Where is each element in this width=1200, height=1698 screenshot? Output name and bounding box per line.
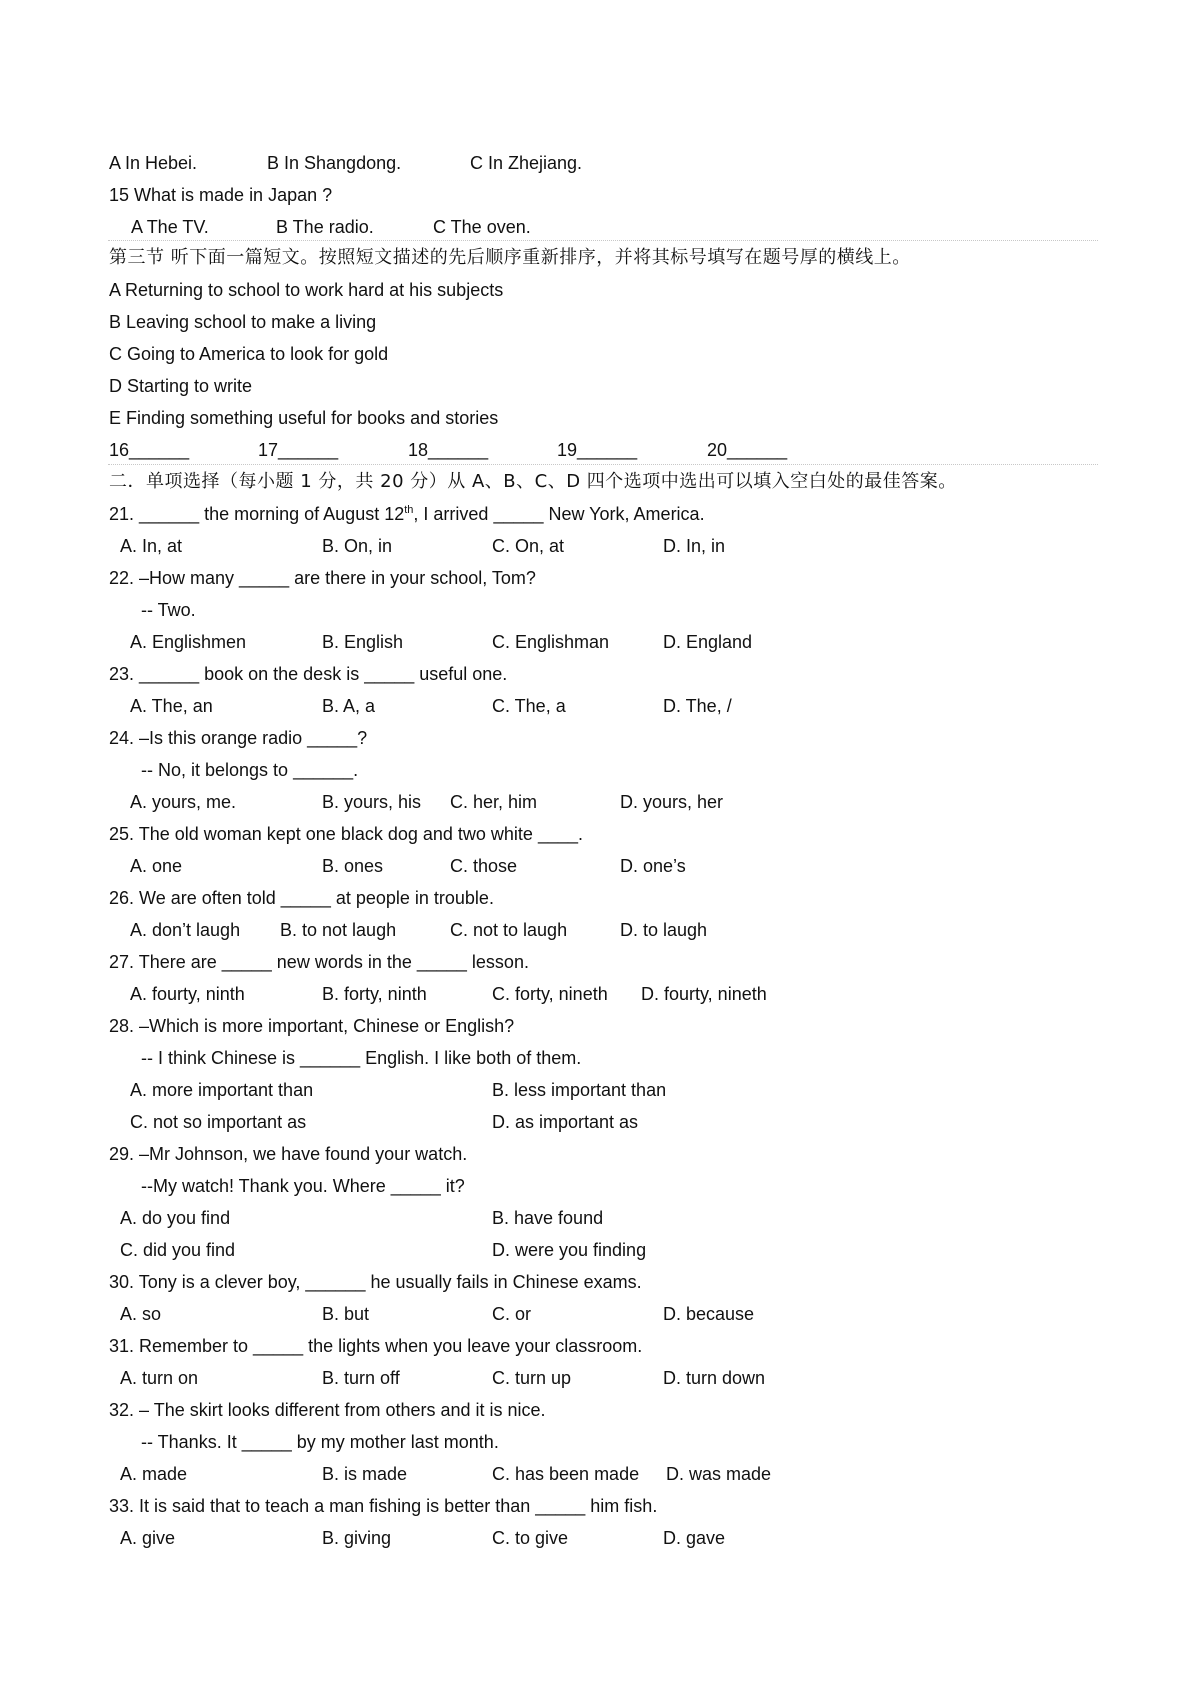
option-a: A. do you find (120, 1208, 231, 1228)
question-text: 23. ______ book on the desk is _____ useful one. (109, 664, 508, 684)
q22-stem (0, 562, 1200, 594)
answer-blank-19: 19______ (557, 440, 638, 460)
option-b: B. On, in (322, 536, 393, 556)
option-b: B. A, a (322, 696, 376, 716)
option-b: B. is made (322, 1464, 408, 1484)
section3-heading (0, 242, 1200, 274)
option-a: A. turn on (120, 1368, 199, 1388)
reply-text: -- Thanks. It _____ by my mother last month. (141, 1432, 499, 1452)
option-d: D. was made (666, 1464, 772, 1484)
section-divider (108, 464, 1098, 465)
option-d: D. fourty, nineth (641, 984, 767, 1004)
stem-part: , I arrived _____ New York, America. (413, 504, 705, 524)
reply-text: -- I think Chinese is ______ English. I like both of them. (141, 1048, 582, 1068)
option-b: B. but (322, 1304, 370, 1324)
option-a: A In Hebei. (109, 153, 198, 173)
option-a: A. don’t laugh (130, 920, 241, 940)
section3-item-d (0, 370, 1200, 402)
option-d: D. to laugh (620, 920, 708, 940)
q27-stem (0, 946, 1200, 978)
option-b: B. yours, his (322, 792, 422, 812)
section3-item-a (0, 274, 1200, 306)
option-d: D. one’s (620, 856, 686, 876)
option-c: C. The, a (492, 696, 566, 716)
option-d: D. England (663, 632, 753, 652)
q21-stem (0, 498, 1200, 530)
section3-item-e (0, 402, 1200, 434)
reply-text: -- Two. (141, 600, 196, 620)
option-c: C. forty, nineth (492, 984, 608, 1004)
q29-stem (0, 1138, 1200, 1170)
answer-blank-17: 17______ (258, 440, 339, 460)
option-c: C. On, at (492, 536, 565, 556)
item-text: A Returning to school to work hard at his subjects (109, 280, 504, 300)
option-c: C. or (492, 1304, 532, 1324)
option-a: A. Englishmen (130, 632, 247, 652)
option-c: C. those (450, 856, 518, 876)
question-text: 28. –Which is more important, Chinese or English? (109, 1016, 515, 1036)
option-d: D. were you finding (492, 1240, 647, 1260)
option-a: A. made (120, 1464, 188, 1484)
option-a: A. one (130, 856, 183, 876)
option-c: C. has been made (492, 1464, 640, 1484)
option-b: B. forty, ninth (322, 984, 427, 1004)
question-text: 32. – The skirt looks different from others and it is nice. (109, 1400, 546, 1420)
question-text: 15 What is made in Japan ? (109, 185, 333, 205)
option-c: C. did you find (120, 1240, 236, 1260)
option-d: D. because (663, 1304, 755, 1324)
option-d: D. turn down (663, 1368, 766, 1388)
q24-options (0, 786, 1200, 818)
option-b: B In Shangdong. (267, 153, 402, 173)
option-d: D. yours, her (620, 792, 724, 812)
reply-text: --My watch! Thank you. Where _____ it? (141, 1176, 465, 1196)
option-b: B. ones (322, 856, 384, 876)
q28-options-row2 (0, 1106, 1200, 1138)
question-text: 25. The old woman kept one black dog and two white ____. (109, 824, 583, 844)
section-heading: 二．单项选择（每小题 1 分，共 20 分）从 A、B、C、D 四个选项中选出可以填入空白处的最佳答案。 (109, 471, 957, 492)
option-d: D. gave (663, 1528, 726, 1548)
section3-answer-blanks (0, 434, 1200, 466)
option-c: C. not to laugh (450, 920, 568, 940)
q31-stem (0, 1330, 1200, 1362)
q25-stem (0, 818, 1200, 850)
item-text: E Finding something useful for books and stories (109, 408, 499, 428)
section3-item-c (0, 338, 1200, 370)
option-a: A The TV. (131, 217, 209, 237)
option-a: A. yours, me. (130, 792, 237, 812)
option-a: A. fourty, ninth (130, 984, 245, 1004)
question-text: 24. –Is this orange radio _____? (109, 728, 368, 748)
section-heading: 第三节 听下面一篇短文。按照短文描述的先后顺序重新排序，并将其标号填写在题号厚的横线上。 (109, 247, 911, 268)
option-c: C. not so important as (130, 1112, 307, 1132)
option-a: A. more important than (130, 1080, 314, 1100)
question-text: 33. It is said that to teach a man fishing is better than _____ him fish. (109, 1496, 658, 1516)
q23-stem (0, 658, 1200, 690)
section-divider (108, 240, 1098, 241)
question-text: 22. –How many _____ are there in your school, Tom? (109, 568, 536, 588)
q33-options (0, 1522, 1200, 1554)
question-text (109, 498, 705, 530)
q14-options (0, 147, 1200, 179)
question-text: 27. There are _____ new words in the _____ lesson. (109, 952, 529, 972)
option-c: C In Zhejiang. (470, 153, 583, 173)
option-b: B. giving (322, 1528, 392, 1548)
q28-reply (0, 1042, 1200, 1074)
option-a: A. give (120, 1528, 176, 1548)
option-c: C The oven. (433, 217, 531, 237)
option-b: B. turn off (322, 1368, 400, 1388)
answer-blank-18: 18______ (408, 440, 489, 460)
option-c: C. to give (492, 1528, 569, 1548)
section3-item-b (0, 306, 1200, 338)
option-b: B. to not laugh (280, 920, 397, 940)
option-c: C. turn up (492, 1368, 572, 1388)
q26-stem (0, 882, 1200, 914)
q27-options (0, 978, 1200, 1010)
q29-options-row1 (0, 1202, 1200, 1234)
q24-reply (0, 754, 1200, 786)
q15-options (0, 211, 1200, 243)
option-b: B. have found (492, 1208, 604, 1228)
option-d: D. In, in (663, 536, 726, 556)
q32-stem (0, 1394, 1200, 1426)
q32-reply (0, 1426, 1200, 1458)
option-d: D. as important as (492, 1112, 639, 1132)
option-d: D. The, / (663, 696, 732, 716)
q22-options (0, 626, 1200, 658)
stem-part: 21. ______ the morning of August 12 (109, 504, 405, 524)
q29-options-row2 (0, 1234, 1200, 1266)
question-text: 31. Remember to _____ the lights when you leave your classroom. (109, 1336, 643, 1356)
q25-options (0, 850, 1200, 882)
reply-text: -- No, it belongs to ______. (141, 760, 359, 780)
answer-blank-20: 20______ (707, 440, 788, 460)
question-text: 30. Tony is a clever boy, ______ he usually fails in Chinese exams. (109, 1272, 642, 1292)
question-text: 29. –Mr Johnson, we have found your watch. (109, 1144, 468, 1164)
option-a: A. so (120, 1304, 162, 1324)
q29-reply (0, 1170, 1200, 1202)
q23-options (0, 690, 1200, 722)
question-text: 26. We are often told _____ at people in trouble. (109, 888, 494, 908)
answer-blank-16: 16______ (109, 440, 190, 460)
q30-stem (0, 1266, 1200, 1298)
item-text: C Going to America to look for gold (109, 344, 389, 364)
q24-stem (0, 722, 1200, 754)
part2-heading (0, 466, 1200, 498)
option-b: B. English (322, 632, 404, 652)
option-a: A. In, at (120, 536, 183, 556)
q31-options (0, 1362, 1200, 1394)
item-text: D Starting to write (109, 376, 253, 396)
q26-options (0, 914, 1200, 946)
option-c: C. her, him (450, 792, 538, 812)
q30-options (0, 1298, 1200, 1330)
ordinal-suffix: th (404, 504, 414, 516)
q28-stem (0, 1010, 1200, 1042)
q28-options-row1 (0, 1074, 1200, 1106)
q22-reply (0, 594, 1200, 626)
q21-options (0, 530, 1200, 562)
q15-stem (0, 179, 1200, 211)
option-b: B The radio. (276, 217, 374, 237)
item-text: B Leaving school to make a living (109, 312, 377, 332)
option-b: B. less important than (492, 1080, 667, 1100)
option-c: C. Englishman (492, 632, 610, 652)
q33-stem (0, 1490, 1200, 1522)
q32-options (0, 1458, 1200, 1490)
option-a: A. The, an (130, 696, 213, 716)
